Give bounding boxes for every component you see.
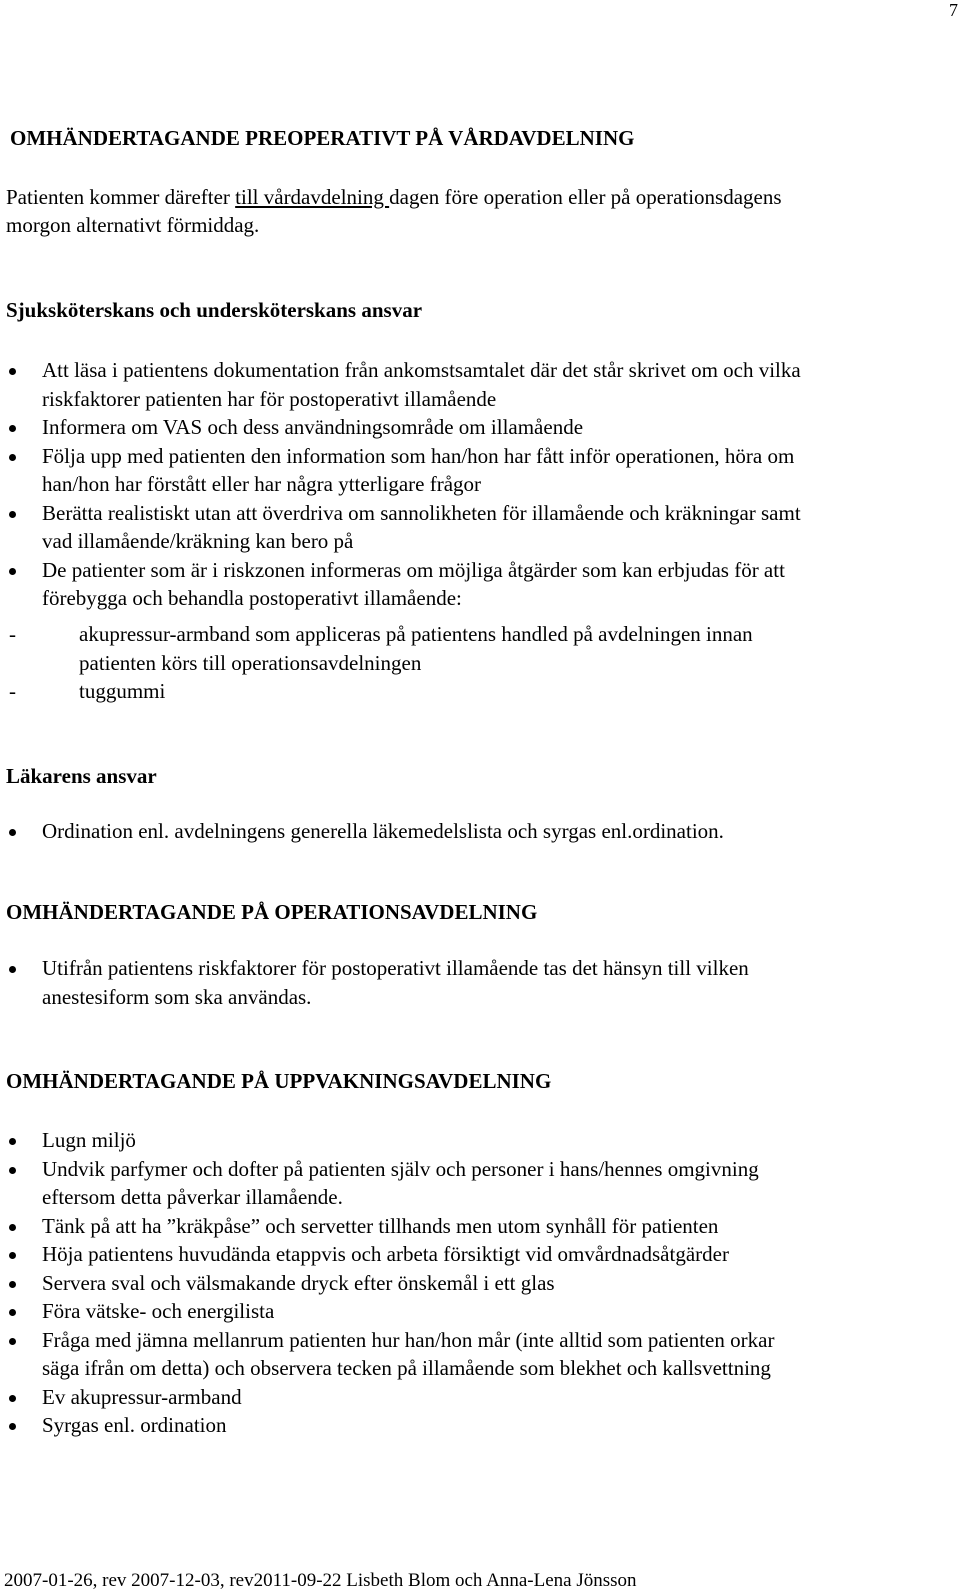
list-item-text: Föra vätske- och energilista xyxy=(42,1299,275,1323)
bullet-icon xyxy=(9,1395,16,1402)
dash-list-item xyxy=(0,677,753,706)
list-item-text: vad illamående/kräkning kan bero på xyxy=(42,529,354,553)
bullet-icon xyxy=(9,568,16,575)
list-item-text: eftersom detta påverkar illamående. xyxy=(42,1185,343,1209)
recovery-list xyxy=(0,1126,774,1440)
list-item-text: säga ifrån om detta) och observera tecken på illamående som blekhet och kallsvettning xyxy=(42,1356,771,1380)
list-item xyxy=(0,1240,774,1269)
list-item-text: tuggummi xyxy=(79,679,166,703)
list-item xyxy=(0,1411,774,1440)
section-heading-operation: OMHÄNDERTAGANDE PÅ OPERATIONSAVDELNING xyxy=(6,900,538,924)
list-item xyxy=(0,442,801,499)
list-item-text: Följa upp med patienten den information som han/hon har fått inför operationen, höra om xyxy=(42,443,795,468)
section-heading-preoperative: OMHÄNDERTAGANDE PREOPERATIVT PÅ VÅRDAVDELNING xyxy=(10,126,635,150)
intro-text-after: dagen före operation eller på operationsdagens xyxy=(389,185,782,209)
bullet-icon xyxy=(9,1309,16,1316)
list-item-text: anestesiform som ska användas. xyxy=(42,984,312,1009)
list-item xyxy=(0,356,801,413)
list-item xyxy=(0,556,801,613)
bullet-icon xyxy=(9,368,16,375)
intro-paragraph xyxy=(6,183,782,239)
intro-text-before: Patienten kommer därefter xyxy=(6,185,236,209)
list-item-text: Fråga med jämna mellanrum patienten hur han/hon mår (inte alltid som patienten orkar xyxy=(42,1327,775,1352)
list-item-text: akupressur-armband som appliceras på patientens handled på avdelningen innan xyxy=(79,622,753,646)
list-item xyxy=(0,954,749,1011)
bullet-icon xyxy=(9,425,16,432)
bullet-icon xyxy=(9,511,16,518)
doctor-responsibility-heading: Läkarens ansvar xyxy=(6,764,157,788)
footer-revision-info: 2007-01-26, rev 2007-12-03, rev2011-09-22 Lisbeth Blom och Anna-Lena Jönsson xyxy=(4,1570,637,1591)
list-item xyxy=(0,499,801,556)
nurse-responsibility-heading: Sjuksköterskans och undersköterskans ansvar xyxy=(6,298,423,322)
list-item xyxy=(0,413,801,442)
list-item-text: Informera om VAS och dess användningsområde om illamående xyxy=(42,415,584,439)
intro-line-2: morgon alternativt förmiddag. xyxy=(6,213,260,237)
list-item-text: patienten körs till operationsavdelningen xyxy=(79,650,422,675)
bullet-icon xyxy=(9,966,16,973)
list-item-text: De patienter som är i riskzonen informeras om möjliga åtgärder som kan erbjudas för att xyxy=(42,557,785,582)
list-item-text: Syrgas enl. ordination xyxy=(42,1413,227,1437)
section-heading-recovery: OMHÄNDERTAGANDE PÅ UPPVAKNINGSAVDELNING xyxy=(6,1069,552,1093)
list-item xyxy=(0,817,724,846)
list-item-text: riskfaktorer patienten har för postoperativt illamående xyxy=(42,386,497,411)
bullet-icon xyxy=(9,1224,16,1231)
bullet-icon xyxy=(9,829,16,836)
nurse-measures-dash-list xyxy=(0,620,753,706)
list-item xyxy=(0,1126,774,1155)
list-item-text: Ev akupressur-armband xyxy=(42,1384,242,1409)
dash-list-item xyxy=(0,620,753,677)
list-item-text: Berätta realistiskt utan att överdriva om sannolikheten för illamående och kräkningar samt xyxy=(42,500,801,525)
bullet-icon xyxy=(9,454,16,461)
dash-marker: - xyxy=(9,622,16,646)
list-item-text: förebygga och behandla postoperativt illamående: xyxy=(42,586,462,610)
bullet-icon xyxy=(9,1252,16,1259)
list-item-text: Utifrån patientens riskfaktorer för postoperativt illamående tas det hänsyn till vilken xyxy=(42,956,749,980)
list-item-text: Höja patientens huvudända etappvis och arbeta försiktigt vid omvårdnadsåtgärder xyxy=(42,1242,729,1266)
dash-marker: - xyxy=(9,679,16,703)
list-item xyxy=(0,1383,774,1412)
bullet-icon xyxy=(9,1281,16,1288)
list-item-text: Lugn miljö xyxy=(42,1128,136,1152)
list-item xyxy=(0,1297,774,1326)
list-item-text: Att läsa i patientens dokumentation från ankomstsamtalet där det står skrivet om och vilka xyxy=(42,358,801,382)
list-item xyxy=(0,1269,774,1298)
list-item xyxy=(0,1326,774,1383)
list-item xyxy=(0,1155,774,1212)
list-item-text: Servera sval och välsmakande dryck efter önskemål i ett glas xyxy=(42,1270,555,1295)
doctor-responsibility-list xyxy=(0,817,724,846)
bullet-icon xyxy=(9,1338,16,1345)
page-number: 7 xyxy=(949,0,958,20)
list-item xyxy=(0,1212,774,1241)
list-item-text: Tänk på att ha ”kräkpåse” och servetter tillhands men utom synhåll för patienten xyxy=(42,1213,719,1238)
bullet-icon xyxy=(9,1423,16,1430)
nurse-responsibility-list xyxy=(0,356,801,613)
intro-line-1 xyxy=(6,185,782,209)
list-item-text: Undvik parfymer och dofter på patienten själv och personer i hans/hennes omgivning xyxy=(42,1156,759,1181)
operation-list xyxy=(0,954,749,1011)
list-item-text: Ordination enl. avdelningens generella läkemedelslista och syrgas enl.ordination. xyxy=(42,819,724,843)
bullet-icon xyxy=(9,1138,16,1145)
bullet-icon xyxy=(9,1167,16,1174)
intro-underlined-text: till vårdavdelning xyxy=(235,185,390,209)
list-item-text: han/hon har förstått eller har några ytterligare frågor xyxy=(42,472,482,496)
